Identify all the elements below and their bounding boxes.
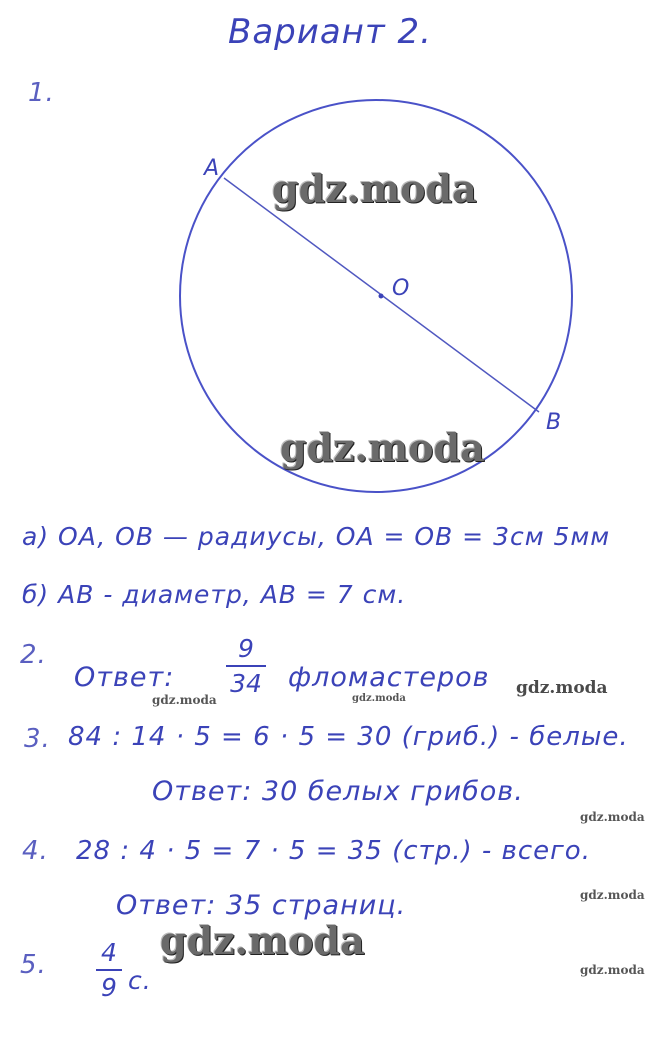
- task-1a-text: а) OA, OB — радиусы, OA = OB = 3см 5мм: [22, 522, 611, 551]
- task-2-answer-suffix: фломастеров: [288, 662, 490, 693]
- task-1b-text: б) AB - диаметр, AB = 7 см.: [22, 580, 407, 609]
- watermark: gdz.moda: [580, 810, 645, 824]
- watermark: gdz.moda: [272, 166, 477, 211]
- task-5-unit: с.: [128, 966, 152, 995]
- task-4-number: 4.: [22, 836, 49, 866]
- task-2-denominator: 34: [230, 669, 262, 698]
- fraction-bar: [96, 969, 122, 971]
- task-3-equation: 84 : 14 · 5 = 6 · 5 = 30 (гриб.) - белые.: [68, 722, 629, 752]
- point-b-label: B: [546, 410, 563, 435]
- watermark: gdz.moda: [516, 678, 608, 698]
- page-title: Вариант 2.: [228, 12, 432, 52]
- point-a-label: A: [204, 156, 221, 181]
- task-5-numerator: 4: [101, 938, 117, 967]
- watermark: gdz.moda: [580, 963, 645, 977]
- fraction-bar: [226, 665, 266, 667]
- point-o-label: O: [392, 276, 411, 301]
- task-5-fraction: [96, 938, 122, 1002]
- task-3-answer: Ответ: 30 белых грибов.: [152, 776, 524, 807]
- watermark: gdz.moda: [580, 888, 645, 902]
- task-1-number: 1.: [28, 78, 55, 108]
- task-2-fraction: [226, 634, 266, 698]
- center-point: [379, 294, 384, 299]
- task-5-denominator: 9: [101, 973, 117, 1002]
- task-4-equation: 28 : 4 · 5 = 7 · 5 = 35 (стр.) - всего.: [76, 836, 591, 866]
- task-2-answer-prefix: Ответ:: [74, 662, 175, 693]
- task-4-answer: Ответ: 35 страниц.: [116, 890, 407, 921]
- task-5-number: 5.: [20, 950, 47, 980]
- task-2-number: 2.: [20, 640, 47, 670]
- task-3-number: 3.: [24, 724, 51, 754]
- watermark: gdz.moda: [352, 693, 406, 704]
- watermark: gdz.moda: [152, 693, 217, 707]
- task-2-numerator: 9: [238, 634, 254, 663]
- watermark: gdz.moda: [280, 425, 485, 470]
- watermark: gdz.moda: [160, 918, 365, 963]
